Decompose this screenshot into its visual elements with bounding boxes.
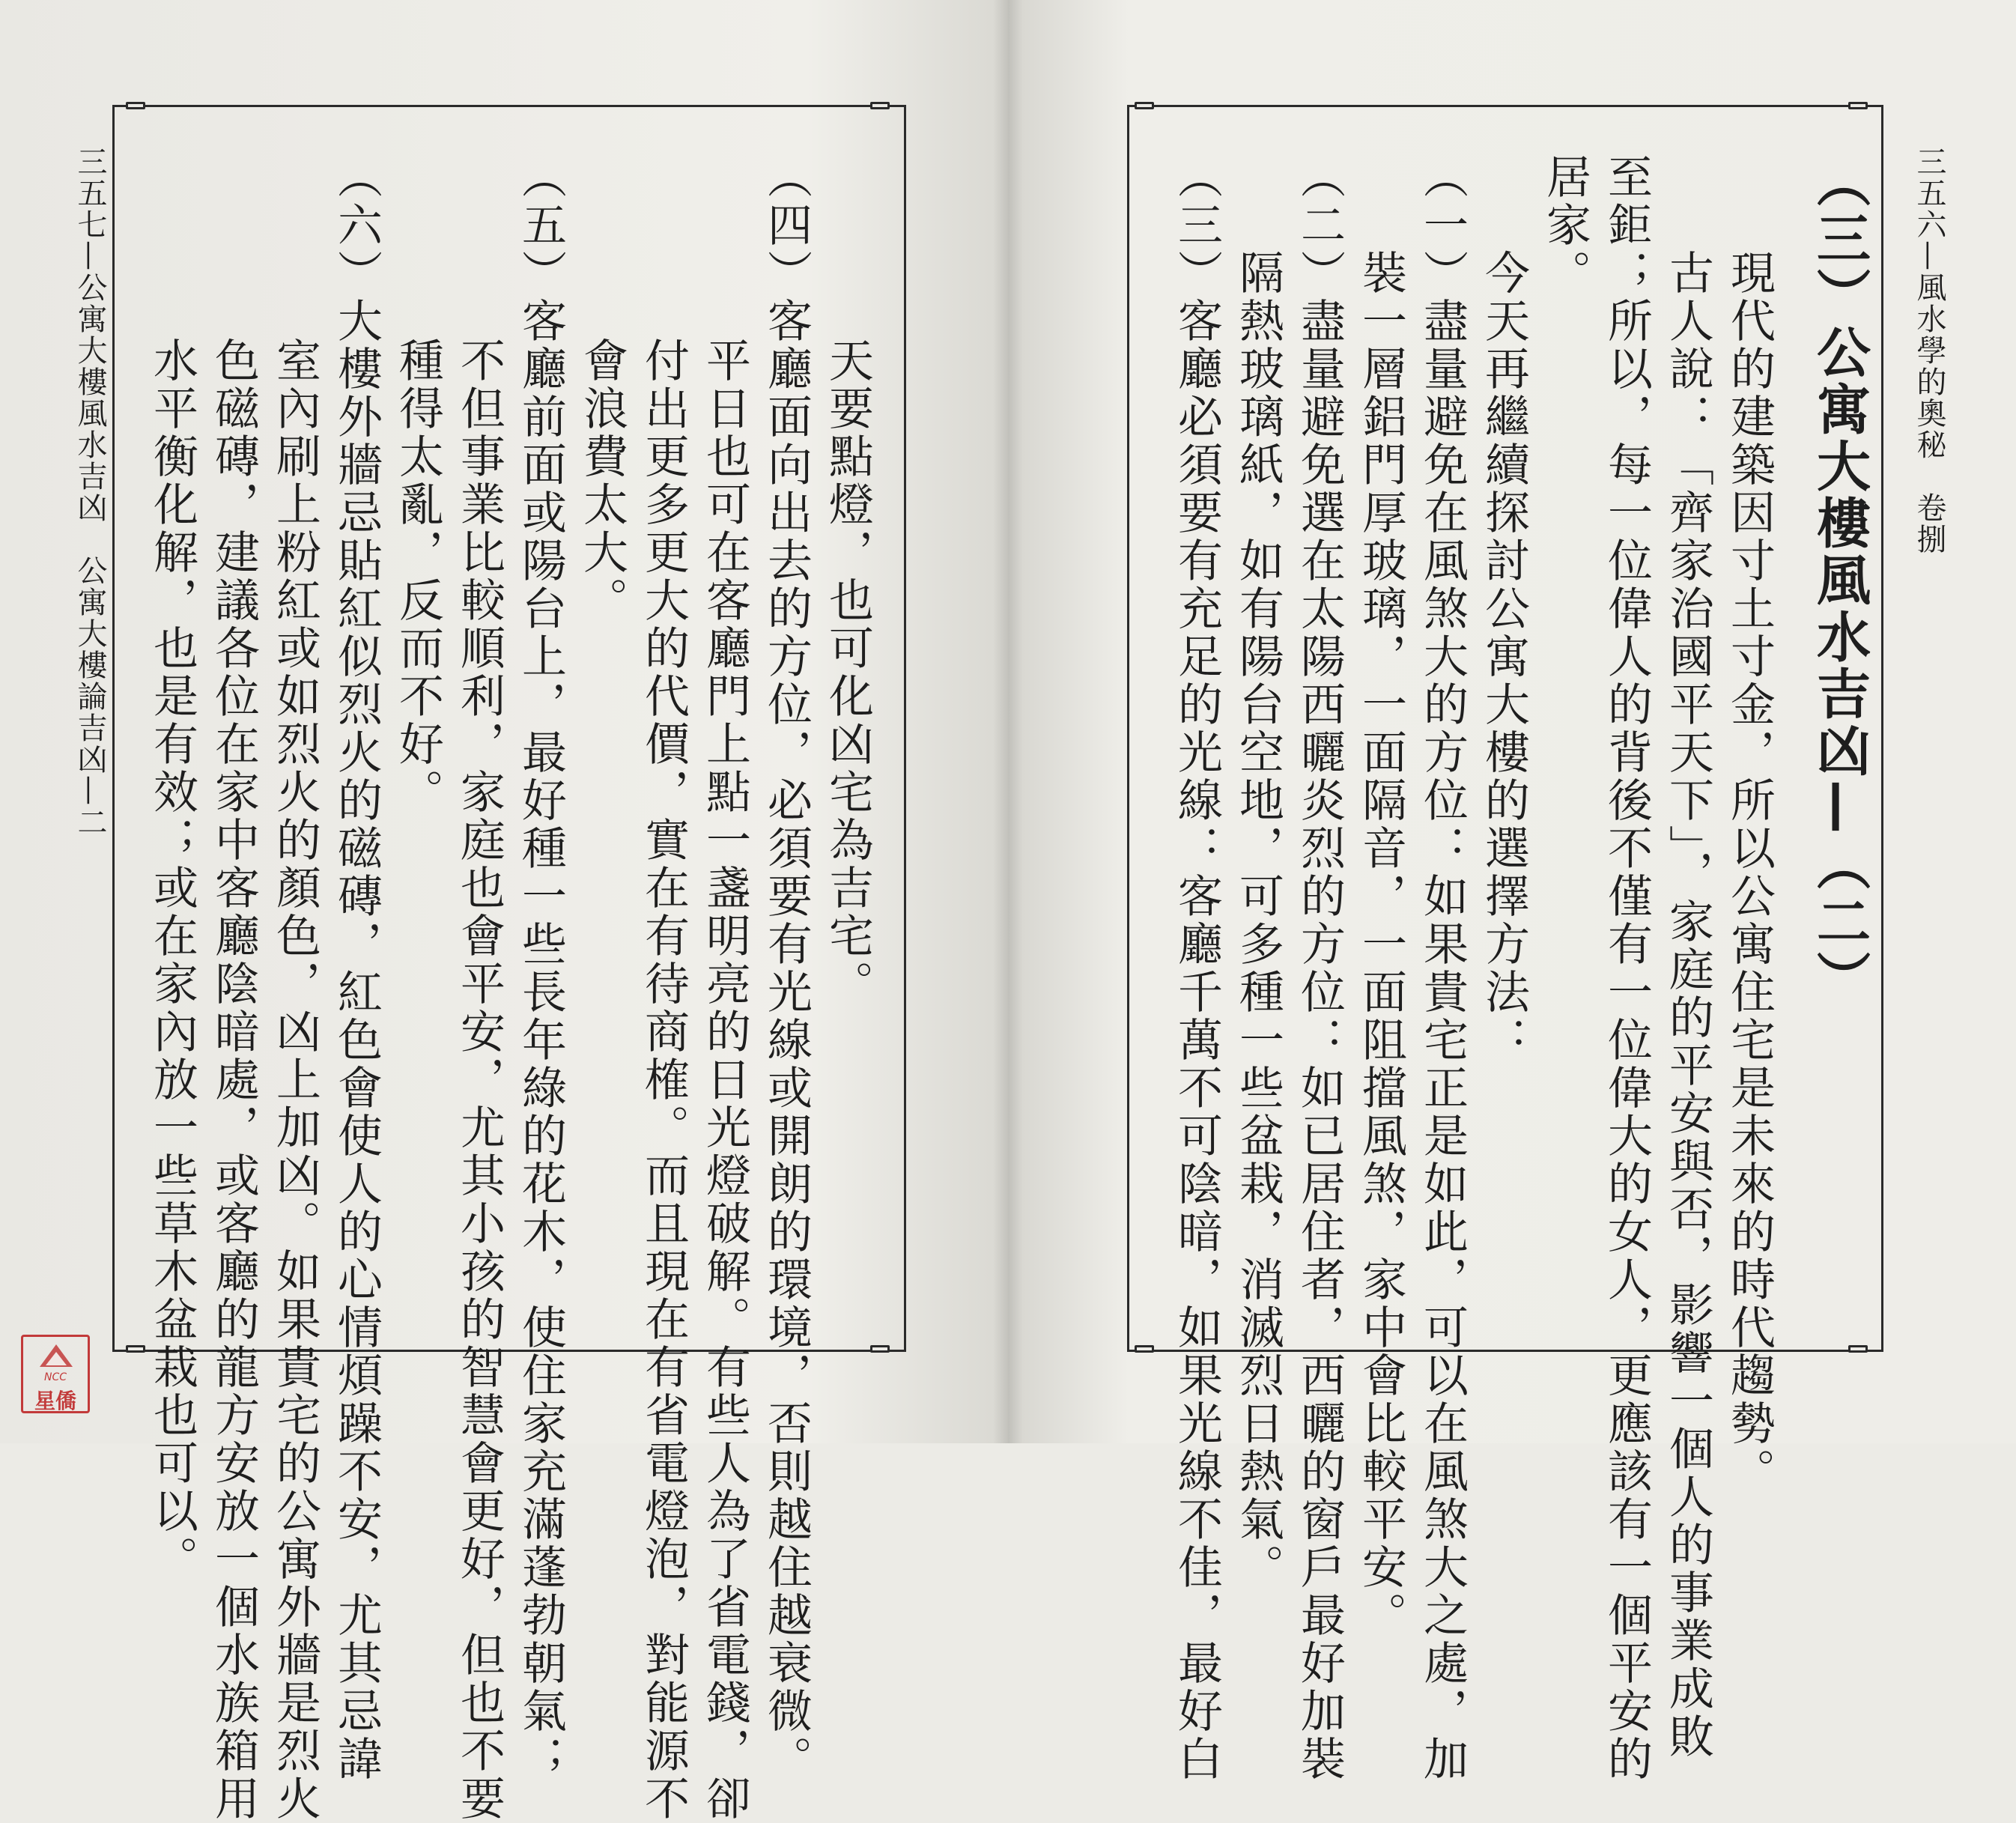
body-column: 居家。 bbox=[1539, 154, 1591, 297]
frame-ornament bbox=[1848, 1345, 1868, 1353]
body-column: 古人說：「齊家治國平天下」，家庭的平安與否，影響一個人的事業成敗 bbox=[1662, 154, 1714, 1761]
section-title: （三）公寓大樓風水吉凶—（二） bbox=[1808, 154, 1871, 1007]
body-column: （三）客廳必須要有充足的光線：客廳千萬不可陰暗，如果光線不佳，最好白 bbox=[1171, 154, 1223, 1783]
body-column: 裝一層鋁門厚玻璃，一面隔音，一面阻擋風煞，家中會比較平安。 bbox=[1355, 154, 1407, 1640]
body-column: （六）大樓外牆忌貼紅似烈火的磁磚，紅色會使人的心情煩躁不安，尤其忌諱 bbox=[330, 154, 383, 1783]
frame-ornament bbox=[1135, 102, 1154, 109]
page-running-header: 三五六—風水學的奧秘 卷捌 bbox=[1912, 146, 1946, 555]
body-column: 平日也可在客廳門上點一盞明亮的日光燈破解。有些人為了省電錢，卻 bbox=[699, 241, 751, 1823]
frame-ornament bbox=[126, 102, 145, 109]
frame-ornament bbox=[1848, 102, 1868, 109]
stamp-large-text: 星僑 bbox=[34, 1389, 76, 1413]
stamp-small-text: NCC bbox=[43, 1371, 67, 1383]
frame-ornament bbox=[870, 102, 890, 109]
body-column: 種得太亂，反而不好。 bbox=[392, 241, 444, 816]
watermark-stamp bbox=[21, 1335, 90, 1413]
body-column: （四）客廳面向出去的方位，必須要有光線或開朗的環境，否則越住越衰微。 bbox=[760, 154, 813, 1783]
body-column: （二）盡量避免選在太陽西曬炎烈的方位：如已居住者，西曬的窗戶最好加裝 bbox=[1293, 154, 1346, 1783]
body-column: （一）盡量避免在風煞大的方位：如果貴宅正是如此，可以在風煞大之處，加 bbox=[1416, 154, 1469, 1783]
body-column: 水平衡化解，也是有效；或在家內放一些草木盆栽也可以。 bbox=[146, 241, 198, 1583]
page-running-header: 三五七—公寓大樓風水吉凶 公寓大樓論吉凶—二 bbox=[73, 146, 107, 838]
body-column: 色磁磚，建議各位在家中客廳陰暗處，或客廳的龍方安放一個水族箱用 bbox=[207, 241, 260, 1823]
body-column: 現代的建築因寸土寸金，所以公寓住宅是未來的時代趨勢。 bbox=[1723, 154, 1776, 1496]
body-column: 天要點燈，也可化凶宅為吉宅。 bbox=[822, 241, 874, 1008]
frame-ornament bbox=[870, 1345, 890, 1353]
body-column: 室內刷上粉紅或如烈火的顏色，凶上加凶。如果貴宅的公寓外牆是烈火 bbox=[269, 241, 321, 1823]
body-column: 至鉅；所以，每一位偉人的背後不僅有一位偉大的女人，更應該有一個平安的 bbox=[1600, 154, 1653, 1783]
body-column: 今天再繼續探討公寓大樓的選擇方法： bbox=[1478, 154, 1530, 1064]
body-column: 不但事業比較順利，家庭也會平安，尤其小孩的智慧會更好，但也不要 bbox=[453, 241, 505, 1823]
body-column: 隔熱玻璃紙，如有陽台空地，可多種一些盆栽，消滅烈日熱氣。 bbox=[1232, 154, 1284, 1592]
book-gutter bbox=[993, 0, 1023, 1443]
frame-ornament bbox=[1135, 1345, 1154, 1353]
body-column: 付出更多更大的代價，實在有待商榷。而且現在有省電燈泡，對能源不 bbox=[637, 241, 690, 1823]
body-column: 會浪費太大。 bbox=[576, 241, 628, 625]
body-column: （五）客廳前面或陽台上，最好種一些長年綠的花木，使住家充滿蓬勃朝氣； bbox=[514, 154, 567, 1783]
